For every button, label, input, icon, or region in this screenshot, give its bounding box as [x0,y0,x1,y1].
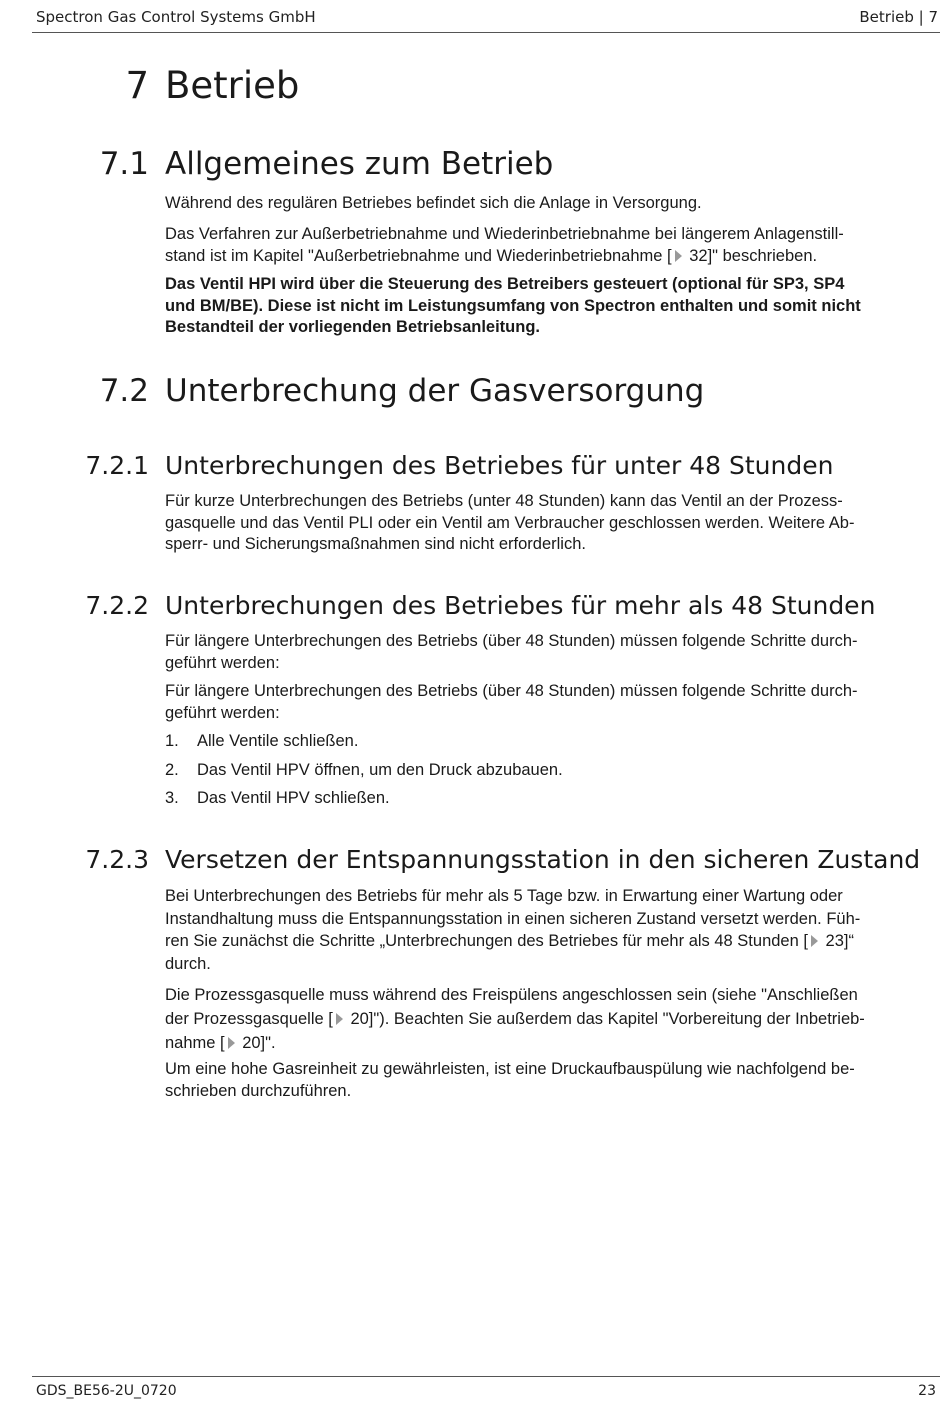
section-number: 7.2 [99,373,149,409]
text-line: und BM/BE). Diese ist nicht im Leistungsumfang von Spectron enthalten und somit nicht [165,296,861,315]
paragraph [165,224,933,267]
section-title: Unterbrechungen des Betriebes für mehr als 48 Stunden [165,591,876,620]
section-number: 7.2.2 [85,591,149,620]
paragraph [165,193,933,215]
paragraph [165,1059,933,1102]
text-line: sperr- und Sicherungsmaßnahmen sind nicht erforderlich. [165,535,586,553]
text-line: Die Prozessgasquelle muss während des Freispülens angeschlossen sein (siehe "Anschließen [165,986,858,1004]
paragraph [165,983,933,1055]
text-line: schrieben durchzuführen. [165,1081,352,1100]
paragraph [165,491,933,556]
step-text: Alle Ventile schließen. [197,732,359,750]
section-heading-7-2 [99,373,705,409]
header-section: Betrieb | 7 [859,8,938,26]
step-text: Das Ventil HPV schließen. [197,789,390,807]
page-footer [32,1376,940,1399]
chapter-heading [125,64,300,107]
subsection-heading-7-2-1 [85,451,834,480]
steps-list [165,731,563,817]
text-line: Um eine hohe Gasreinheit zu gewährleisten, ist eine Druckaufbauspülung wie nachfolgend be- [165,1060,855,1078]
page-reference-icon [811,935,818,947]
section-title: Allgemeines zum Betrieb [165,146,554,182]
document-id: GDS_BE56-2U_0720 [36,1383,177,1399]
text-line: durch. [165,954,211,973]
step-text: Das Ventil HPV öffnen, um den Druck abzubauen. [197,760,563,779]
page-header [32,6,940,33]
text-line: nahme [ 20]". [165,1034,276,1052]
text-line: Bei Unterbrechungen des Betriebs für mehr als 5 Tage bzw. in Erwartung einer Wartung oder [165,887,843,905]
text-line: Bestandteil der vorliegenden Betriebsanleitung. [165,318,540,336]
section-number: 7.2.3 [85,845,149,874]
section-title: Versetzen der Entspannungsstation in den sicheren Zustand [165,845,921,874]
text-line: Das Ventil HPI wird über die Steuerung des Betreibers gesteuert (optional für SP3, SP4 [165,275,845,293]
header-company: Spectron Gas Control Systems GmbH [36,8,316,26]
section-number: 7.2.1 [85,451,149,480]
subsection-heading-7-2-2 [85,591,876,620]
bold-paragraph [165,274,933,339]
list-item [165,788,563,817]
subsection-heading-7-2-3 [85,845,921,874]
step-number: 1. [165,732,179,750]
list-item [165,731,563,760]
list-item [165,760,563,789]
paragraph [165,681,933,724]
paragraph [165,885,933,975]
section-number: 7.1 [99,146,149,182]
text-line: stand ist im Kapitel "Außerbetriebnahme und Wiederinbetriebnahme [ 32]" beschrieben. [165,246,818,265]
page-reference-icon [675,250,682,262]
section-title: Unterbrechungen des Betriebes für unter 48 Stunden [165,451,834,480]
text-line: Für längere Unterbrechungen des Betriebs (über 48 Stunden) müssen folgende Schritte durch- [165,682,858,700]
chapter-title: Betrieb [165,64,300,107]
section-title: Unterbrechung der Gasversorgung [165,373,705,409]
text-line: geführt werden: [165,653,280,672]
text-line: geführt werden: [165,703,280,722]
step-number: 3. [165,789,179,807]
text-line: Für längere Unterbrechungen des Betriebs (über 48 Stunden) müssen folgende Schritte durch- [165,632,858,650]
text-line: Instandhaltung muss die Entspannungsstation in einen sicheren Zustand versetzt werden. Füh- [165,909,861,928]
text-line: gasquelle und das Ventil PLI oder ein Ventil am Verbraucher geschlossen werden. Weitere Ab- [165,513,855,532]
text-line: der Prozessgasquelle [ 20]"). Beachten Sie außerdem das Kapitel "Vorbereitung der Inbetrieb- [165,1010,865,1028]
text-line: Während des regulären Betriebes befindet sich die Anlage in Versorgung. [165,194,702,212]
page-reference-icon [228,1037,235,1049]
section-heading-7-1 [99,146,554,182]
step-number: 2. [165,760,179,779]
paragraph [165,631,933,674]
page-number: 23 [918,1383,936,1399]
chapter-number: 7 [125,64,149,107]
text-line: ren Sie zunächst die Schritte „Unterbrechungen des Betriebes für mehr als 48 Stunden [ 23]“ [165,932,854,950]
text-line: Für kurze Unterbrechungen des Betriebs (unter 48 Stunden) kann das Ventil an der Prozess- [165,492,843,510]
page-reference-icon [336,1013,343,1025]
text-line: Das Verfahren zur Außerbetriebnahme und Wiederinbetriebnahme bei längerem Anlagenstill- [165,225,844,243]
